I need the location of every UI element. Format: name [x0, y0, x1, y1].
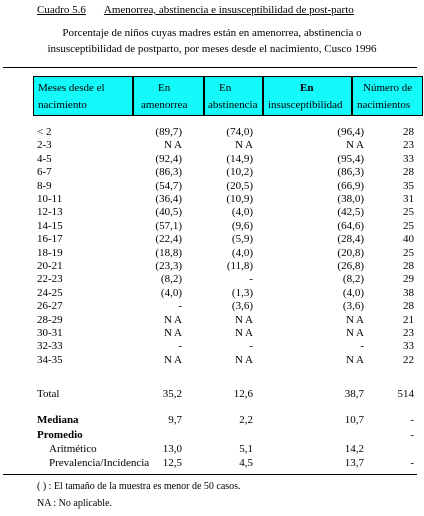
cell-abstinencia: - [249, 340, 253, 353]
cell-abstinencia: (5,9) [231, 233, 253, 246]
row-label: Mediana [37, 414, 79, 426]
cell-amenorrea: (92,4) [155, 152, 182, 165]
row-label: 22-23 [37, 273, 63, 286]
cell-abstinencia: (74,0) [226, 126, 253, 138]
table-row [0, 287, 424, 300]
header-nacimientos-line1: Número de [363, 82, 413, 94]
table-row [0, 233, 424, 246]
cell-nacimientos: 28 [403, 260, 414, 272]
row-label: 12-13 [37, 206, 63, 219]
row-label: Prevalencia/Incidencia [49, 457, 150, 469]
bottom-rule [3, 474, 417, 475]
header-amenorrea [133, 76, 204, 116]
table-row [0, 166, 424, 179]
cell-insusceptibilidad: N A [345, 327, 364, 339]
cell-abstinencia: (20,5) [226, 179, 253, 192]
cell-insusceptibilidad: (66,9) [337, 179, 364, 192]
cell-insusceptibilidad: (28,4) [337, 233, 364, 246]
cell-insusceptibilidad: (3,6) [342, 300, 364, 313]
cell-insusceptibilidad: N A [345, 313, 364, 326]
cell-abstinencia: (11,8) [226, 260, 253, 272]
cell-amenorrea: (89,7) [155, 126, 182, 138]
table-row [0, 273, 424, 286]
table-caption: Amenorrea, abstinencia e insusceptibilidad de post-parto [103, 4, 354, 16]
subtitle-line-1: Porcentaje de niños cuyas madres están en amenorrea, abstinencia o [62, 27, 362, 39]
cell-abstinencia: N A [234, 139, 253, 152]
cell-insusceptibilidad: - [360, 340, 364, 353]
cell-insusceptibilidad: (64,6) [337, 219, 364, 232]
header-abstinencia-line2: abstinencia [208, 99, 258, 111]
cell-abstinencia: (4,0) [231, 206, 253, 219]
cell-abstinencia: (1,3) [231, 286, 253, 299]
cell-nacimientos: 31 [403, 193, 414, 205]
row-label: 2-3 [37, 139, 52, 152]
cell-abstinencia: 12,6 [233, 388, 253, 400]
row-label: 20-21 [37, 260, 63, 272]
cell-nacimientos: 22 [403, 353, 414, 366]
table-row [0, 314, 424, 327]
header-nacimientos-line2: nacimientos [357, 99, 411, 111]
footnote-sample-size: ( ) : El tamaño de la muestra es menor de 50 casos. [37, 481, 241, 492]
row-label: 24-25 [37, 286, 63, 299]
header-nacimientos [352, 76, 423, 116]
cell-nacimientos: 40 [403, 233, 414, 246]
cell-amenorrea: N A [163, 313, 182, 326]
cell-amenorrea: N A [163, 353, 182, 366]
total-row [0, 388, 424, 401]
table-row [0, 139, 424, 152]
cell-amenorrea: - [178, 340, 182, 353]
cell-amenorrea: 35,2 [162, 388, 182, 400]
cell-nacimientos: - [410, 414, 414, 426]
aritmetico-row [0, 443, 424, 456]
cell-nacimientos: 38 [403, 286, 414, 299]
row-label: 10-11 [37, 193, 63, 205]
row-label: 30-31 [37, 327, 63, 339]
row-label: 4-5 [37, 152, 52, 165]
cell-abstinencia: (4,0) [231, 246, 253, 259]
cell-nacimientos: 23 [403, 139, 414, 152]
table-row [0, 126, 424, 139]
cell-insusceptibilidad: (8,2) [342, 273, 364, 286]
cell-nacimientos: - [410, 429, 414, 441]
cell-amenorrea: - [178, 300, 182, 313]
header-insusceptibilidad [263, 76, 352, 116]
cell-nacimientos: - [410, 457, 414, 469]
cell-amenorrea: (22,4) [155, 233, 182, 246]
row-label: Promedio [37, 429, 83, 441]
cell-amenorrea: (57,1) [155, 219, 182, 232]
cell-insusceptibilidad: N A [345, 139, 364, 152]
cell-abstinencia: N A [234, 327, 253, 339]
row-label: 28-29 [37, 313, 63, 326]
table-row [0, 260, 424, 273]
table-row [0, 354, 424, 367]
cell-amenorrea: 12,5 [162, 457, 182, 469]
table-row [0, 340, 424, 353]
cell-insusceptibilidad: 14,2 [344, 443, 364, 455]
table-row [0, 206, 424, 219]
cell-amenorrea: 13,0 [162, 443, 182, 455]
footnote-na: NA : No aplicable. [37, 498, 112, 509]
cell-nacimientos: 35 [403, 179, 414, 192]
header-months-line1: Meses desde el [38, 82, 105, 94]
cell-insusceptibilidad: 13,7 [344, 457, 364, 469]
cell-amenorrea: (36,4) [155, 193, 182, 205]
row-label: 16-17 [37, 233, 63, 246]
cell-nacimientos: 28 [403, 300, 414, 313]
cell-insusceptibilidad: N A [345, 353, 364, 366]
cell-nacimientos: 29 [403, 273, 414, 286]
row-label: 6-7 [37, 166, 52, 179]
cell-nacimientos: 28 [403, 126, 414, 138]
row-label: 34-35 [37, 353, 63, 366]
cell-amenorrea: N A [163, 327, 182, 339]
cell-insusceptibilidad: (38,0) [337, 193, 364, 205]
cell-abstinencia: 2,2 [239, 414, 253, 426]
cell-nacimientos: 33 [403, 340, 414, 353]
cell-abstinencia: N A [234, 313, 253, 326]
cell-abstinencia: (3,6) [231, 300, 253, 313]
cell-nacimientos: 23 [403, 327, 414, 339]
cell-nacimientos: 33 [403, 152, 414, 165]
mediana-row [0, 414, 424, 427]
cell-insusceptibilidad: 10,7 [344, 414, 364, 426]
cell-amenorrea: (86,3) [155, 166, 182, 179]
table-header [33, 76, 423, 116]
table-row [0, 193, 424, 206]
cell-insusceptibilidad: (26,8) [337, 260, 364, 272]
prevalencia-row [0, 457, 424, 470]
cell-abstinencia: - [249, 273, 253, 286]
row-label: 26-27 [37, 300, 63, 313]
header-months [33, 76, 133, 116]
top-rule [3, 67, 417, 68]
cell-insusceptibilidad: (4,0) [342, 286, 364, 299]
table-number: Cuadro 5.6 [37, 4, 86, 16]
cell-insusceptibilidad: 38,7 [344, 388, 364, 400]
header-abstinencia [204, 76, 263, 116]
cell-insusceptibilidad: (20,8) [337, 246, 364, 259]
header-insusceptibilidad-line1: En [300, 82, 314, 94]
table-row [0, 180, 424, 193]
promedio-row [0, 429, 424, 442]
cell-amenorrea: N A [163, 139, 182, 152]
row-label: < 2 [37, 126, 52, 138]
cell-nacimientos: 28 [403, 166, 414, 179]
cell-nacimientos: 25 [403, 246, 414, 259]
cell-abstinencia: 5,1 [239, 443, 253, 455]
row-label: 14-15 [37, 219, 63, 232]
cell-amenorrea: (40,5) [155, 206, 182, 219]
header-amenorrea-line2: amenorrea [141, 99, 188, 111]
cell-abstinencia: (9,6) [231, 219, 253, 232]
cell-abstinencia: (10,9) [226, 193, 253, 205]
cell-nacimientos: 25 [403, 206, 414, 219]
cell-insusceptibilidad: (96,4) [337, 126, 364, 138]
header-months-line2: nacimiento [38, 99, 87, 111]
header-insusceptibilidad-line2: insusceptibilidad [268, 99, 343, 111]
table-row [0, 153, 424, 166]
cell-amenorrea: (18,8) [155, 246, 182, 259]
cell-insusceptibilidad: (86,3) [337, 166, 364, 179]
cell-insusceptibilidad: (95,4) [337, 152, 364, 165]
cell-abstinencia: (10,2) [226, 166, 253, 179]
table-row [0, 300, 424, 313]
row-label: Aritmético [49, 443, 97, 455]
subtitle-line-2: insusceptibilidad de postparto, por meses desde el nacimiento, Cusco 1996 [47, 43, 377, 55]
header-abstinencia-line1: En [219, 82, 232, 94]
cell-amenorrea: (54,7) [155, 179, 182, 192]
cell-insusceptibilidad: (42,5) [337, 206, 364, 219]
cell-amenorrea: (4,0) [160, 286, 182, 299]
cell-nacimientos: 21 [403, 313, 414, 326]
cell-abstinencia: 4,5 [239, 457, 253, 469]
row-label: 8-9 [37, 179, 52, 192]
cell-abstinencia: (14,9) [226, 152, 253, 165]
cell-abstinencia: N A [234, 353, 253, 366]
cell-nacimientos: 25 [403, 219, 414, 232]
table-row [0, 247, 424, 260]
cell-amenorrea: (23,3) [155, 260, 182, 272]
row-label: 18-19 [37, 246, 63, 259]
cell-amenorrea: 9,7 [168, 414, 182, 426]
table-row [0, 327, 424, 340]
table-row [0, 220, 424, 233]
table-title [37, 4, 354, 16]
cell-nacimientos: 514 [397, 388, 414, 400]
cell-amenorrea: (8,2) [160, 273, 182, 286]
row-label: Total [37, 388, 60, 400]
header-amenorrea-line1: En [158, 82, 171, 94]
row-label: 32-33 [37, 340, 63, 353]
